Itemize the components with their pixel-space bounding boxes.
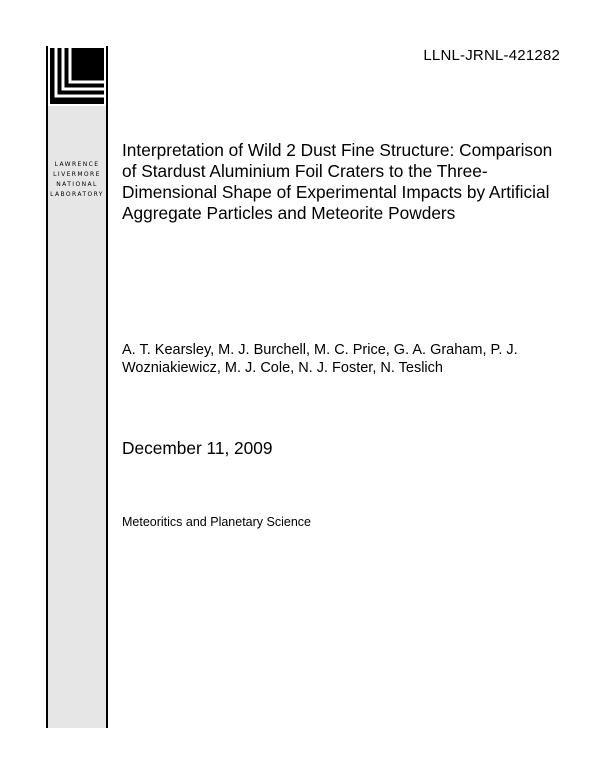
llnl-logo-icon: [48, 46, 106, 106]
author-list: A. T. Kearsley, M. J. Burchell, M. C. Price, G. A. Graham, P. J. Wozniakiewicz, M. J. Cole, N. J. Foster, N. Teslich: [122, 342, 518, 376]
lab-name-line-3: NATIONAL: [56, 181, 98, 188]
document-title: Interpretation of Wild 2 Dust Fine Structure: Comparison of Stardust Aluminium Foil Craters to the Three-Dimensional Shape of Experimental Impacts by Artificial Aggregate Particles and Meteorite Powders: [122, 140, 553, 223]
lab-name-line-4: LABORATORY: [50, 191, 104, 198]
laboratory-name: [48, 160, 106, 200]
lab-name-line-1: LAWRENCE: [54, 161, 100, 168]
publication-date: December 11, 2009: [122, 438, 273, 458]
journal-name: Meteoritics and Planetary Science: [122, 515, 311, 529]
lab-name-line-2: LIVERMORE: [53, 171, 101, 178]
report-number: LLNL-JRNL-421282: [423, 47, 560, 64]
left-sidebar-band: [46, 46, 108, 728]
